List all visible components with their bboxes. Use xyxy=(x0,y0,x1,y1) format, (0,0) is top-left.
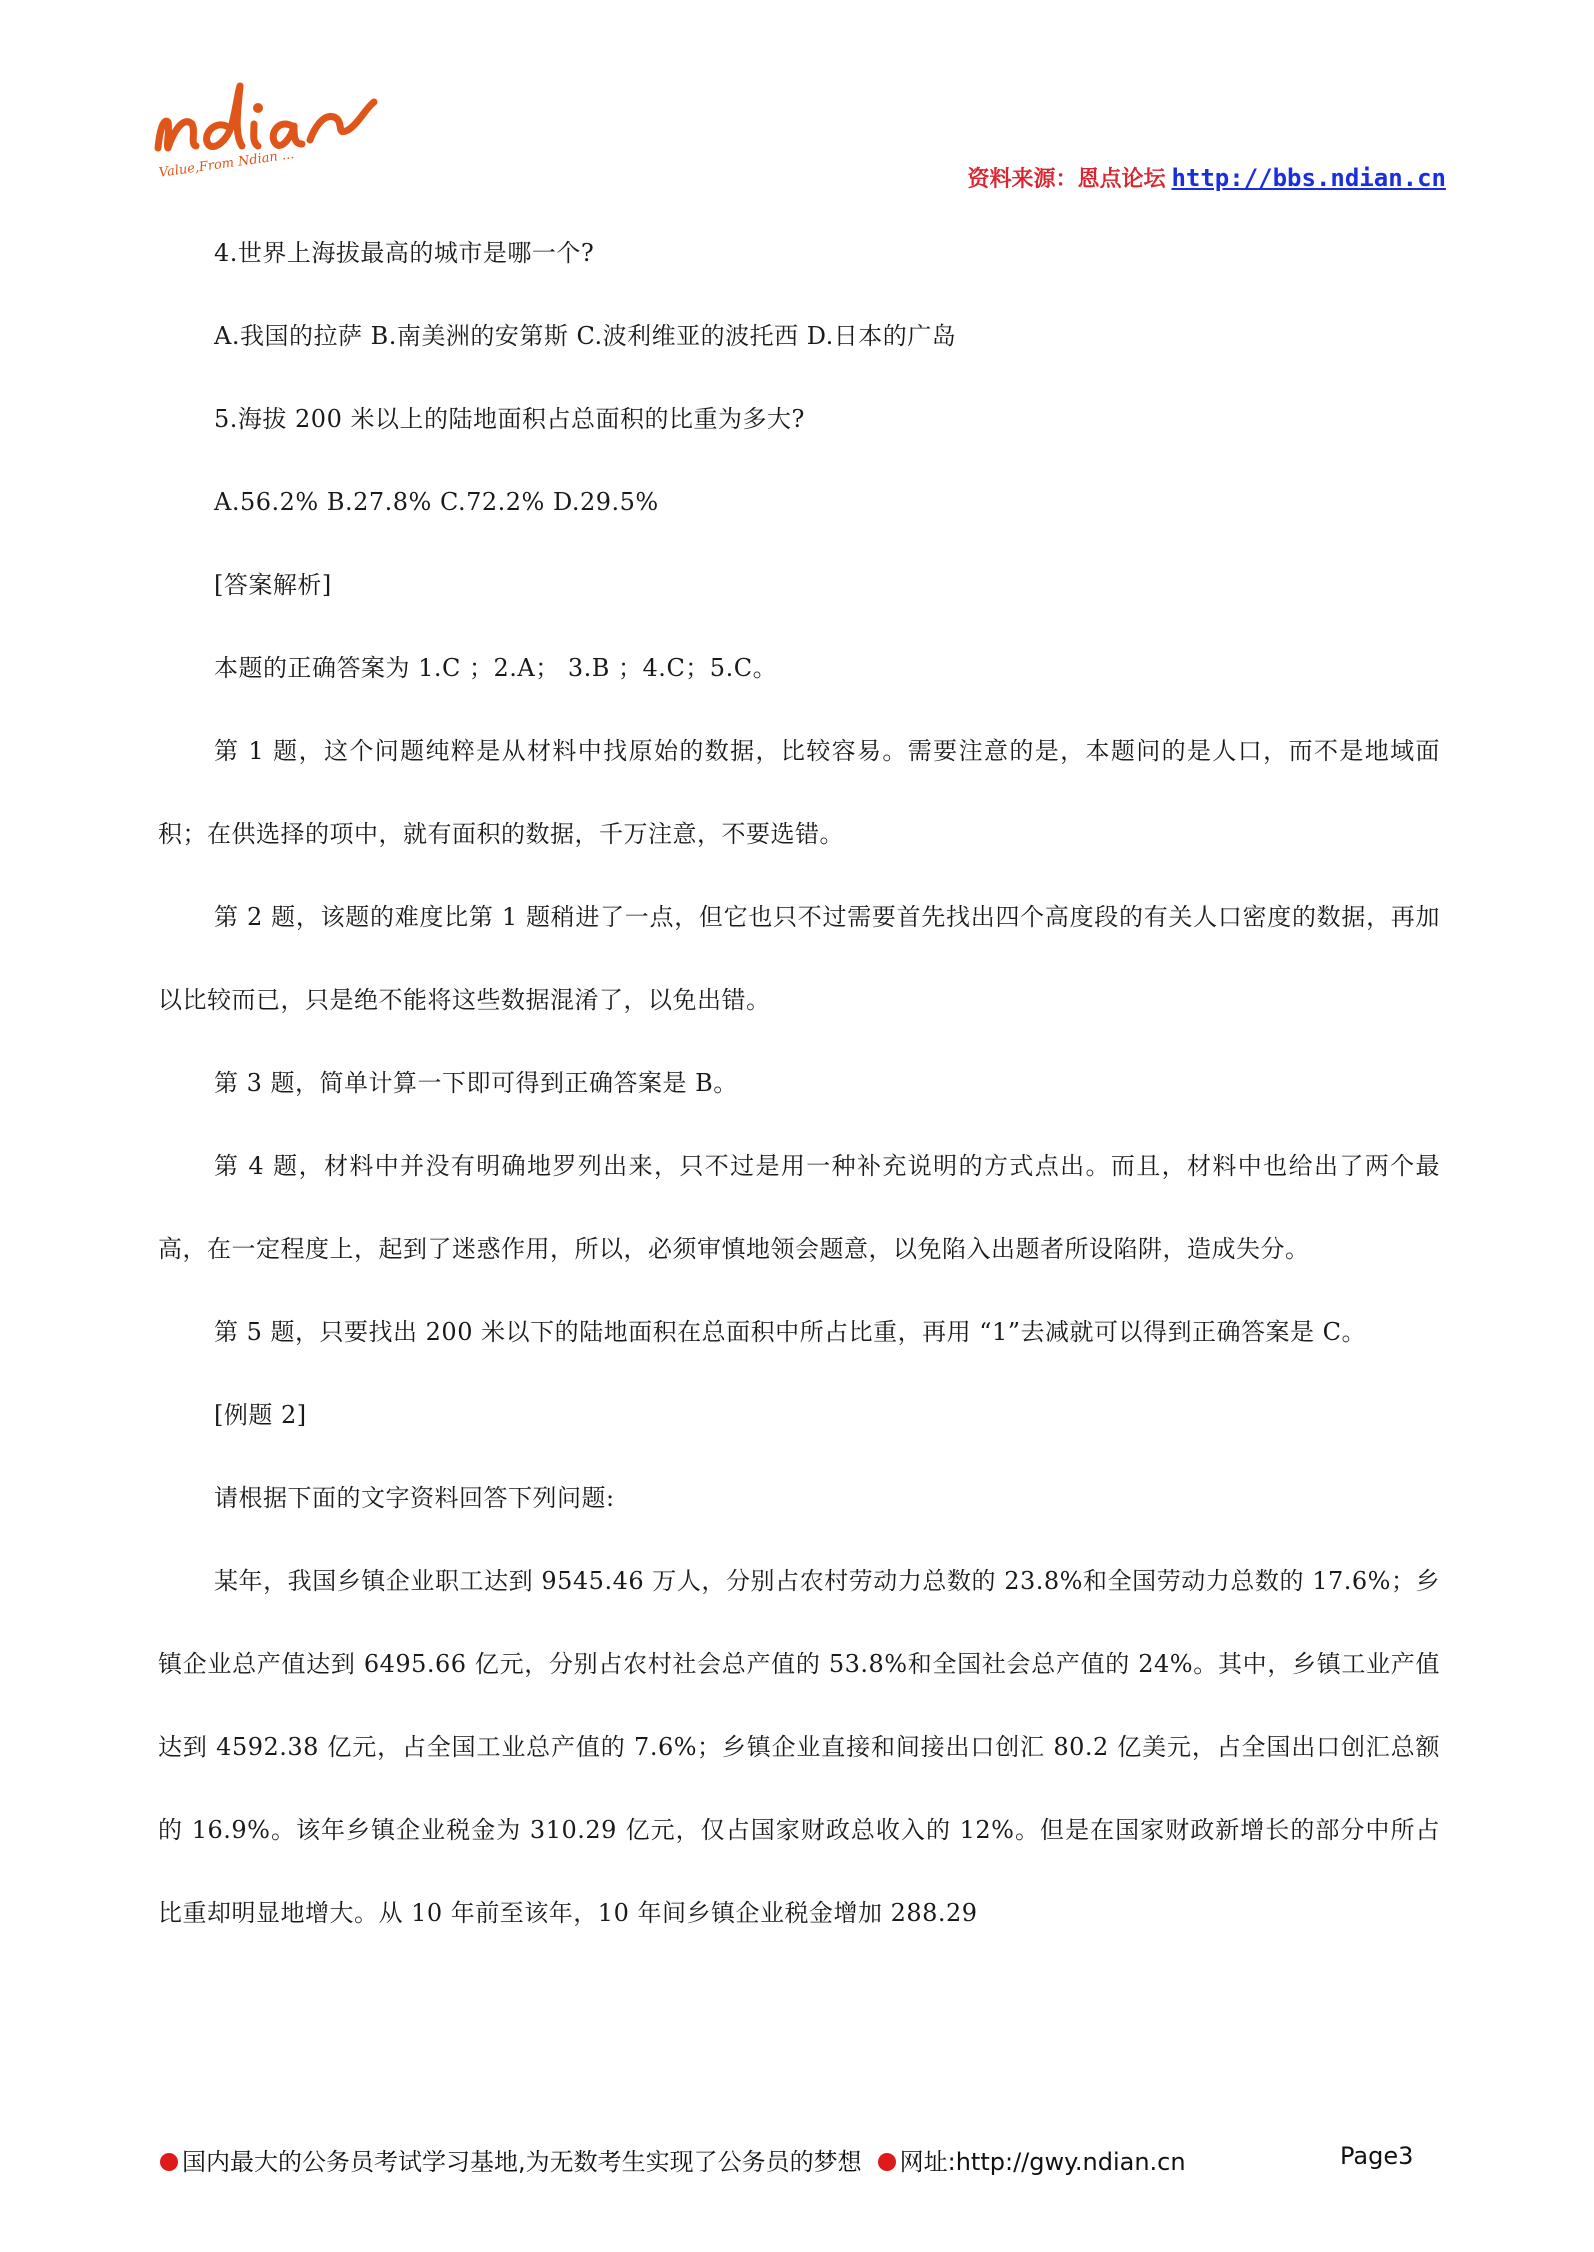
explanation-1: 第 1 题，这个问题纯粹是从材料中找原始的数据，比较容易。需要注意的是，本题问的是人口，而不是地域面积；在供选择的项中，就有面积的数据，千万注意，不要选错。 xyxy=(158,737,1440,848)
question-4-options: A.我国的拉萨 B.南美洲的安第斯 C.波利维亚的波托西 D.日本的广岛 xyxy=(214,322,957,350)
explanation-2: 第 2 题，该题的难度比第 1 题稍进了一点，但它也只不过需要首先找出四个高度段的有关人口密度的数据，再加以比较而已，只是绝不能将这些数据混淆了，以免出错。 xyxy=(158,903,1440,1014)
explanation-3: 第 3 题，简单计算一下即可得到正确答案是 B。 xyxy=(214,1069,738,1097)
source-label: 资料来源：恩点论坛 xyxy=(967,167,1166,192)
question-5: 5.海拔 200 米以上的陆地面积占总面积的比重为多大? xyxy=(214,405,805,433)
example-heading: [例题 2] xyxy=(214,1401,307,1429)
source-link[interactable]: http://bbs.ndian.cn xyxy=(1171,164,1446,192)
bullet-icon xyxy=(160,2153,178,2171)
logo-tagline: Value,From Ndian ... xyxy=(158,147,296,181)
page-number: Page3 xyxy=(1340,2142,1414,2170)
answer-heading: [答案解析] xyxy=(214,571,332,599)
explanation-5: 第 5 题，只要找出 200 米以下的陆地面积在总面积中所占比重，再用 “1”去减就可以得到正确答案是 C。 xyxy=(214,1318,1367,1346)
footer-slogan: 国内最大的公务员考试学习基地,为无数考生实现了公务员的梦想 xyxy=(182,2148,862,2176)
answer-summary: 本题的正确答案为 1.C ；2.A； 3.B ；4.C；5.C。 xyxy=(214,654,778,682)
explanation-4: 第 4 题，材料中并没有明确地罗列出来，只不过是用一种补充说明的方式点出。而且，材料中也给出了两个最高，在一定程度上，起到了迷惑作用，所以，必须审慎地领会题意，以免陷入出题者所设陷阱，造成失分。 xyxy=(158,1152,1440,1263)
footer-website[interactable]: 网址:http://gwy.ndian.cn xyxy=(899,2148,1186,2176)
page-footer xyxy=(160,2142,1440,2177)
ndian-logo xyxy=(150,78,380,188)
example-material: 某年，我国乡镇企业职工达到 9545.46 万人，分别占农村劳动力总数的 23.8%和全国劳动力总数的 17.6%；乡镇企业总产值达到 6495.66 亿元，分别占农村社会总产值的 53.8%和全国社会总产值的 24%。其中，乡镇工业产值达到 4592.38 亿元，占全国工业总产值的 7.6%；乡镇企业直接和间接出口创汇 80.2 亿美元，占全国出口创汇总额的 16.9%。该年乡镇企业税金为 310.29 亿元，仅占国家财政总收入的 12%。但是在国家财政新增长的部分中所占比重却明显地增大。从 10 年前至该年，10 年间乡镇企业税金增加 288.29 xyxy=(158,1567,1440,1927)
example-instruction: 请根据下面的文字资料回答下列问题: xyxy=(214,1484,615,1512)
document-body xyxy=(158,212,1440,1955)
question-5-options: A.56.2% B.27.8% C.72.2% D.29.5% xyxy=(214,488,659,516)
bullet-icon xyxy=(878,2153,896,2171)
source-line xyxy=(967,162,1446,193)
question-4: 4.世界上海拔最高的城市是哪一个? xyxy=(214,239,595,267)
